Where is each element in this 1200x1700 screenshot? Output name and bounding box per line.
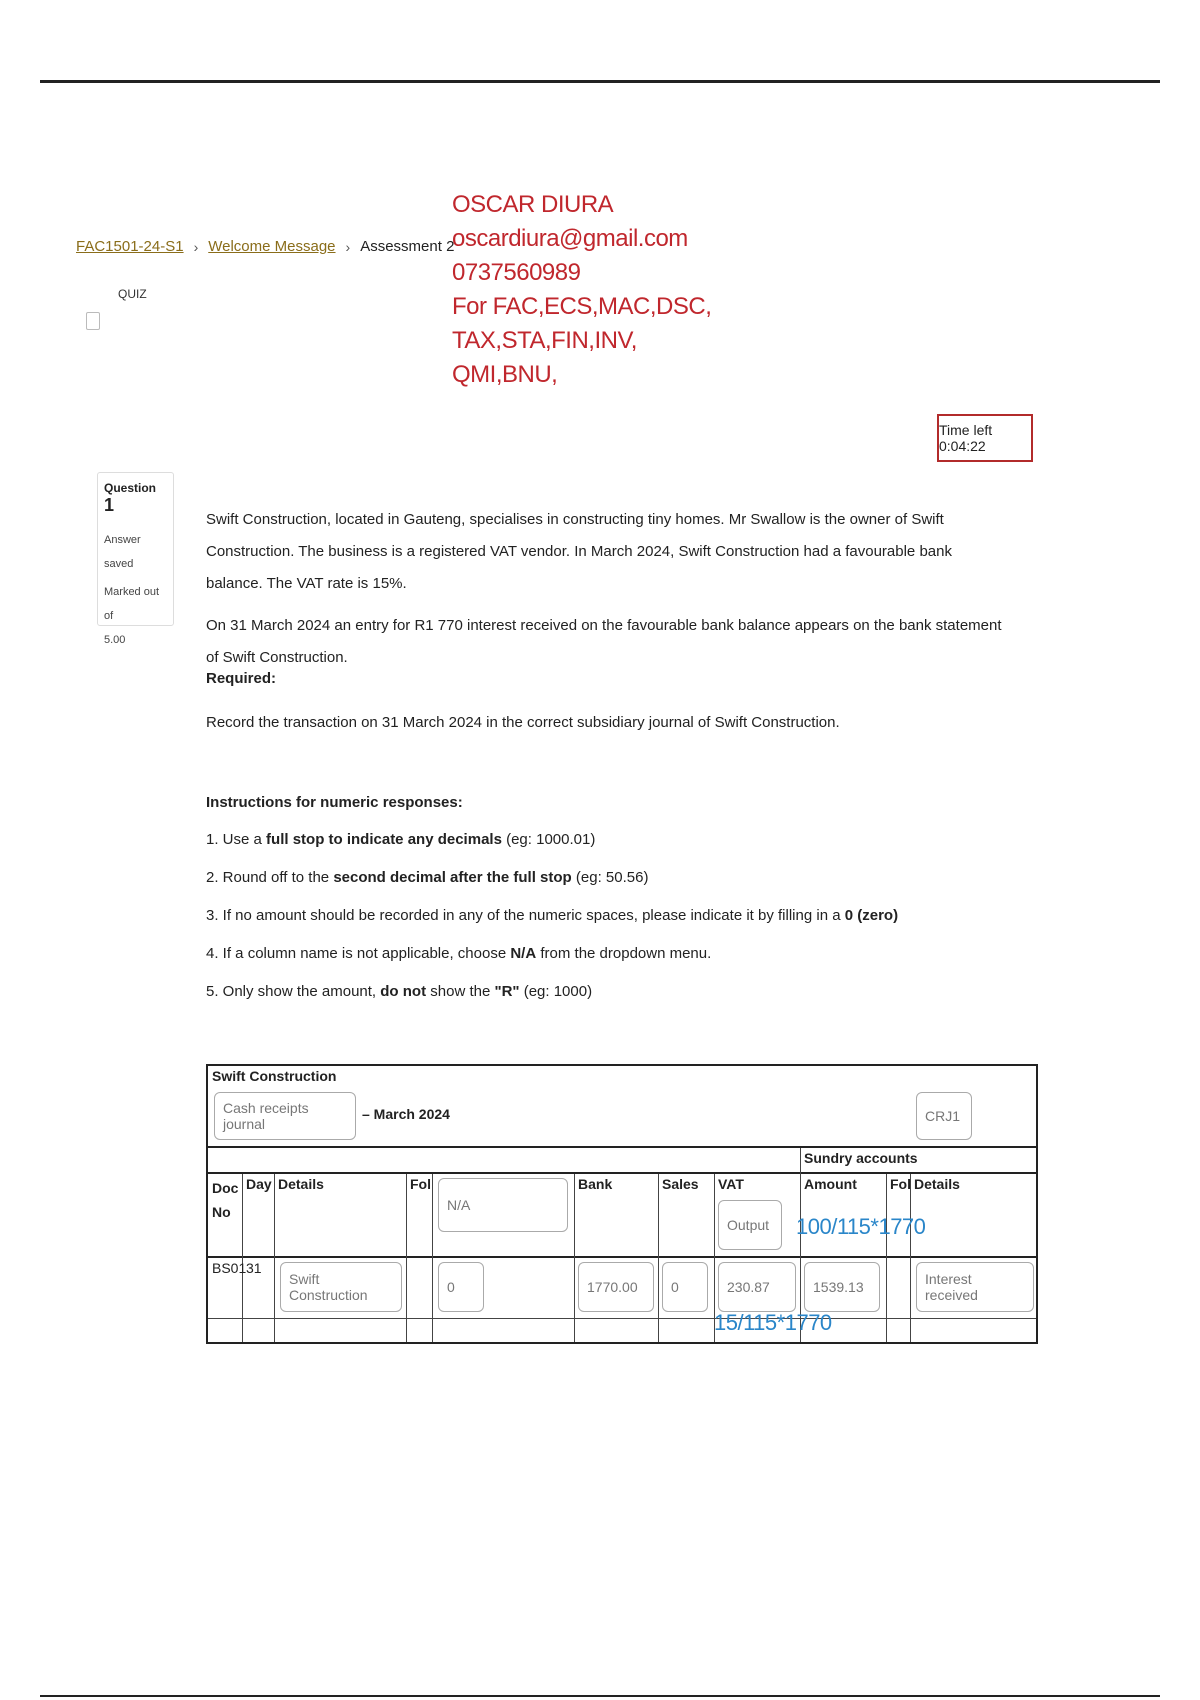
vat-type-value: Output xyxy=(727,1217,770,1233)
question-text xyxy=(206,504,1006,674)
instruction-5-a: 5. Only show the amount, xyxy=(206,983,381,1000)
vat-formula-annotation: 15/115*1770 xyxy=(714,1310,832,1335)
header-vat: VAT xyxy=(718,1176,744,1192)
instruction-5-d: "R" xyxy=(494,983,520,1000)
entry-sales-value: 0 xyxy=(671,1279,679,1295)
instruction-2 xyxy=(206,866,898,904)
instruction-5-b: do not xyxy=(380,983,427,1000)
required-heading: Required: xyxy=(206,670,277,687)
instruction-3-b: 0 (zero) xyxy=(844,907,899,924)
instructions-heading: Instructions for numeric responses: xyxy=(206,794,463,811)
entry-amount-value: 1539.13 xyxy=(813,1279,864,1295)
col-divider xyxy=(658,1174,659,1342)
journal-period: – March 2024 xyxy=(362,1106,450,1122)
instruction-1-b: full stop to indicate any decimals xyxy=(266,831,502,848)
instruction-5 xyxy=(206,980,898,1018)
amount-formula-annotation: 100/115*1770 xyxy=(796,1214,926,1239)
vat-type-select[interactable] xyxy=(718,1200,782,1250)
top-rule xyxy=(40,80,1160,83)
marked-out-of xyxy=(104,580,167,652)
instruction-5-c: show the xyxy=(426,983,495,1000)
journal-type-select[interactable] xyxy=(214,1092,356,1140)
breadcrumb xyxy=(76,238,454,255)
entry-doc-no: BS01 xyxy=(212,1260,247,1276)
time-left-text: Time left 0:04:22 xyxy=(939,422,993,454)
entry-details-value: Swift Construction xyxy=(289,1271,368,1303)
question-number xyxy=(104,481,167,516)
instruction-4-a: 4. If a column name is not applicable, choose xyxy=(206,945,511,962)
entry-column-value: 0 xyxy=(447,1279,455,1295)
col-divider xyxy=(406,1174,407,1342)
required-text: Record the transaction on 31 March 2024 in the correct subsidiary journal of Swift Construction. xyxy=(206,714,840,731)
bottom-rule xyxy=(40,1695,1160,1697)
instructions-list xyxy=(206,828,898,1018)
entry-column-input[interactable] xyxy=(438,1262,484,1312)
journal-folio-value: CRJ1 xyxy=(925,1108,961,1124)
header-doc-no: Doc No xyxy=(212,1180,239,1220)
instruction-4-c: from the dropdown menu. xyxy=(536,945,712,962)
chevron-right-icon: › xyxy=(193,238,199,255)
instruction-4 xyxy=(206,942,898,980)
entry-bank-value: 1770.00 xyxy=(587,1279,638,1295)
quiz-file-icon xyxy=(86,312,100,330)
instruction-3 xyxy=(206,904,898,942)
entry-details-2-value: Interest received xyxy=(925,1271,978,1303)
cash-receipts-journal-table xyxy=(206,1064,1038,1344)
header-day: Day xyxy=(246,1176,272,1192)
header-sales: Sales xyxy=(662,1176,699,1192)
entry-sales-input[interactable] xyxy=(662,1262,708,1312)
entry-vat-value: 230.87 xyxy=(727,1279,770,1295)
contact-watermark xyxy=(452,188,711,392)
col-divider xyxy=(432,1174,433,1342)
instruction-1-a: 1. Use a xyxy=(206,831,267,848)
entry-bank-input[interactable] xyxy=(578,1262,654,1312)
col-divider xyxy=(886,1174,887,1342)
header-bank: Bank xyxy=(578,1176,613,1192)
instruction-2-c: (eg: 50.56) xyxy=(571,869,649,886)
header-fol-2: Fol xyxy=(890,1176,911,1192)
journal-business-name: Swift Construction xyxy=(212,1068,337,1084)
question-paragraph-1: Swift Construction, located in Gauteng, specialises in constructing tiny homes. Mr Swallow is the owner of Swift Construction. The business is a registered VAT vendor. In March 2024, Swift Construction had a favourable bank balance. The VAT rate is 15%. xyxy=(206,511,952,592)
watermark-line2: TAX,STA,FIN,INV, xyxy=(452,327,637,354)
entry-details-input[interactable] xyxy=(280,1262,402,1312)
instruction-2-b: second decimal after the full stop xyxy=(333,869,572,886)
header-details: Details xyxy=(278,1176,324,1192)
time-left-badge xyxy=(937,414,1033,462)
sundry-accounts-header: Sundry accounts xyxy=(804,1150,918,1166)
watermark-line3: QMI,BNU, xyxy=(452,361,558,388)
question-info-box xyxy=(97,472,174,646)
marks-value: 5.00 xyxy=(104,634,126,646)
instruction-4-b: N/A xyxy=(510,945,537,962)
watermark-email: oscardiura@gmail.com xyxy=(452,225,688,252)
instruction-2-a: 2. Round off to the xyxy=(206,869,334,886)
col-divider xyxy=(242,1174,243,1342)
watermark-name: OSCAR DIURA xyxy=(452,191,614,218)
question-paragraph-2: On 31 March 2024 an entry for R1 770 interest received on the favourable bank balance appears on the bank statement of Swift Construction. xyxy=(206,617,1002,666)
col-divider xyxy=(574,1174,575,1342)
question-label: Question xyxy=(104,481,157,495)
answer-status: Answer saved xyxy=(104,534,141,570)
header-details-2: Details xyxy=(914,1176,960,1192)
column-name-select[interactable] xyxy=(438,1178,568,1232)
instruction-1 xyxy=(206,828,898,866)
breadcrumb-current: Assessment 2 xyxy=(360,238,455,255)
entry-details-2-input[interactable] xyxy=(916,1262,1034,1312)
col-divider xyxy=(274,1174,275,1342)
watermark-phone: 0737560989 xyxy=(452,259,581,286)
journal-folio-input[interactable] xyxy=(916,1092,972,1140)
header-fol: Fol xyxy=(410,1176,431,1192)
entry-day: 31 xyxy=(246,1260,262,1276)
question-number-value: 1 xyxy=(104,495,115,515)
entry-vat-input[interactable] xyxy=(718,1262,796,1312)
chevron-right-icon: › xyxy=(345,238,351,255)
instruction-3-a: 3. If no amount should be recorded in any of the numeric spaces, please indicate it by filling in a xyxy=(206,907,845,924)
journal-type-value: Cash receipts journal xyxy=(223,1100,309,1132)
instruction-1-c: (eg: 1000.01) xyxy=(501,831,596,848)
entry-amount-input[interactable] xyxy=(804,1262,880,1312)
marked-label: Marked out of xyxy=(104,586,160,622)
col-divider xyxy=(910,1174,911,1342)
header-amount: Amount xyxy=(804,1176,857,1192)
watermark-line1: For FAC,ECS,MAC,DSC, xyxy=(452,293,712,320)
instruction-5-e: (eg: 1000) xyxy=(519,983,593,1000)
column-name-value: N/A xyxy=(447,1197,471,1213)
quiz-label: QUIZ xyxy=(118,287,147,301)
breadcrumb-welcome-link[interactable]: Welcome Message xyxy=(208,238,336,255)
breadcrumb-course-link[interactable]: FAC1501-24-S1 xyxy=(76,238,184,255)
